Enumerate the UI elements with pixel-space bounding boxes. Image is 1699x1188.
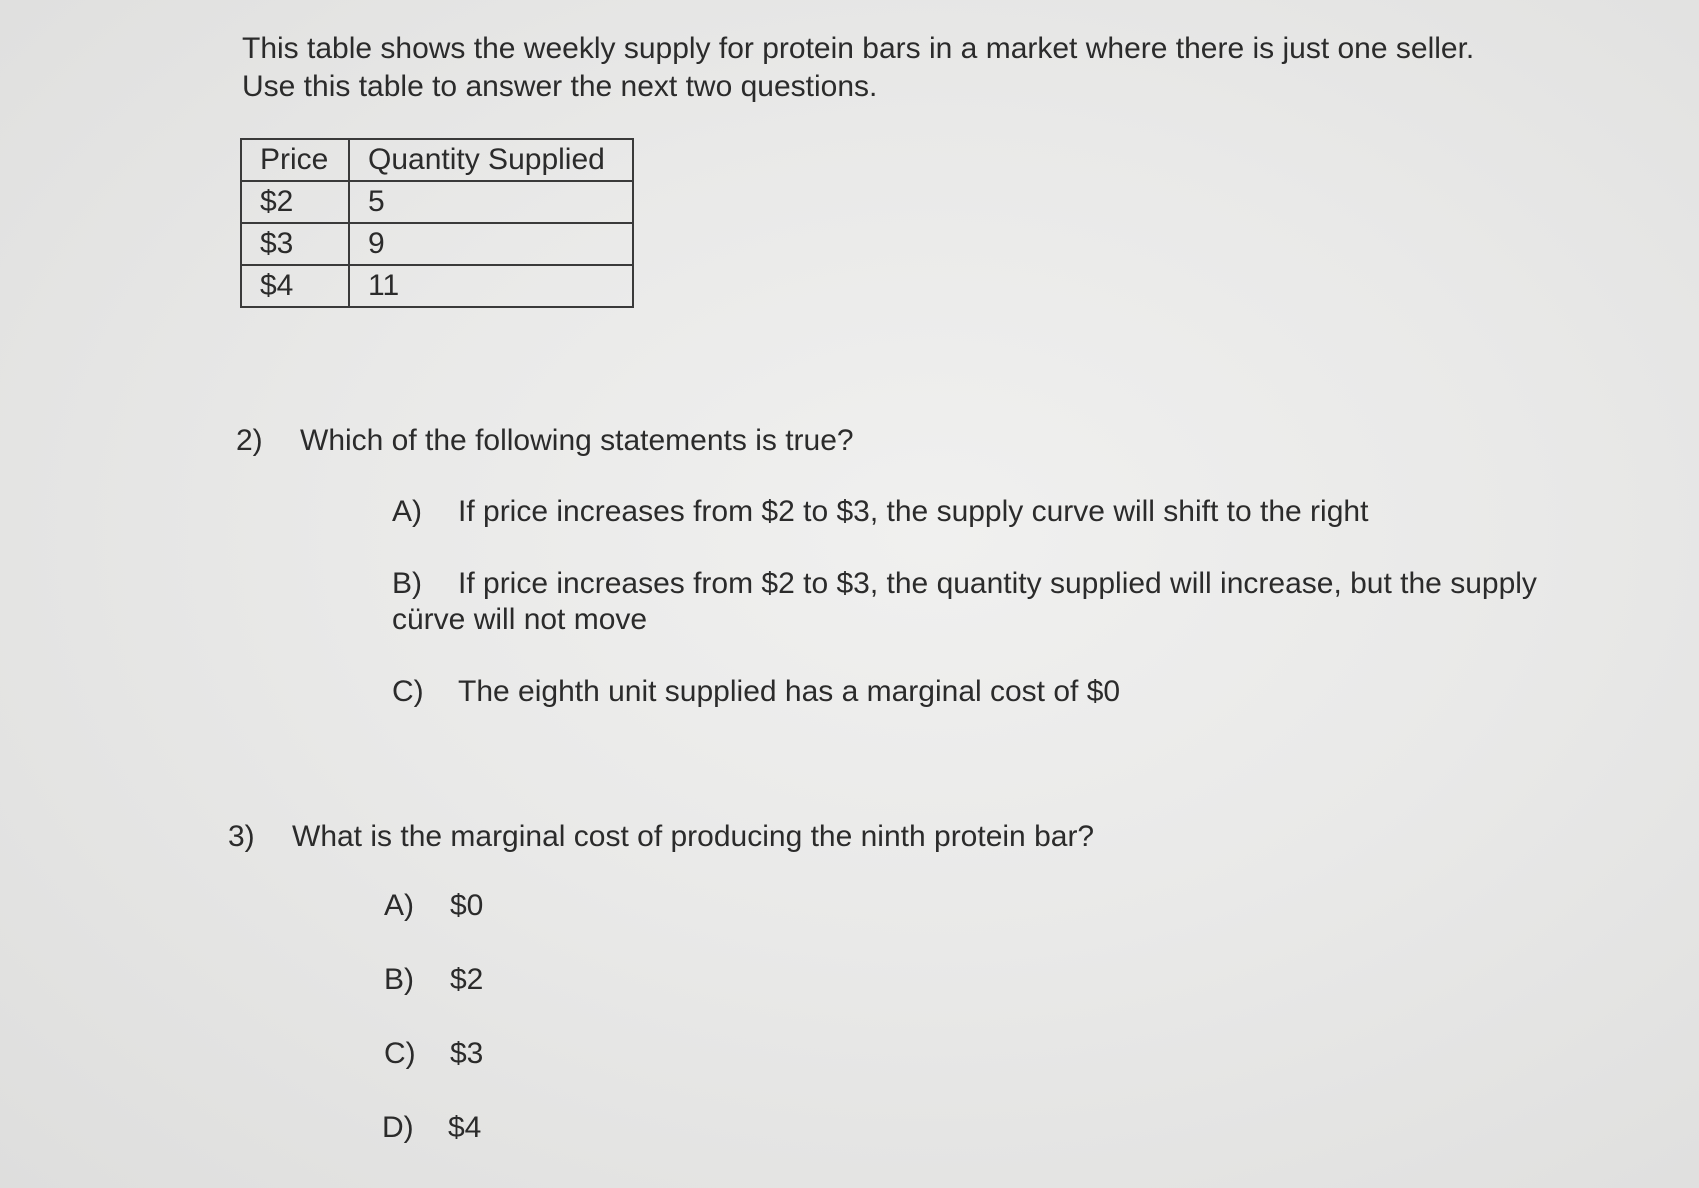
option-letter: B) bbox=[392, 567, 422, 600]
option-letter: A) bbox=[392, 495, 422, 528]
cell-quantity: 9 bbox=[349, 223, 633, 265]
question-2-text: Which of the following statements is true? bbox=[300, 424, 854, 457]
table-header-row bbox=[241, 139, 633, 181]
option-letter: B) bbox=[384, 963, 414, 996]
question-3 bbox=[228, 818, 1094, 856]
cell-price: $4 bbox=[241, 265, 349, 307]
header-quantity-supplied: Quantity Supplied bbox=[349, 139, 633, 181]
intro-text bbox=[242, 30, 1602, 106]
question-3-text: What is the marginal cost of producing the ninth protein bar? bbox=[292, 820, 1095, 853]
question-2-option-b bbox=[392, 566, 1542, 638]
question-2-option-c bbox=[392, 674, 1542, 710]
question-2 bbox=[236, 422, 854, 460]
option-text: $2 bbox=[450, 963, 484, 996]
intro-line-2: Use this table to answer the next two questions. bbox=[242, 70, 878, 103]
table-row bbox=[241, 265, 633, 307]
question-3-option-b bbox=[384, 962, 483, 998]
option-letter: D) bbox=[382, 1111, 414, 1144]
option-text: $0 bbox=[450, 889, 484, 922]
option-text: If price increases from $2 to $3, the quantity supplied will increase, but the supply cürve will not move bbox=[392, 567, 1537, 636]
cell-quantity: 5 bbox=[349, 181, 633, 223]
supply-table bbox=[240, 138, 634, 308]
cell-quantity: 11 bbox=[349, 265, 633, 307]
option-letter: C) bbox=[384, 1037, 416, 1070]
option-text: The eighth unit supplied has a marginal cost of $0 bbox=[458, 675, 1121, 708]
cell-price: $2 bbox=[241, 181, 349, 223]
question-3-number: 3) bbox=[228, 820, 255, 853]
option-letter: A) bbox=[384, 889, 414, 922]
table-row bbox=[241, 223, 633, 265]
option-letter: C) bbox=[392, 675, 424, 708]
question-2-number: 2) bbox=[236, 424, 263, 457]
option-text: If price increases from $2 to $3, the supply curve will shift to the right bbox=[458, 495, 1369, 528]
intro-line-1: This table shows the weekly supply for protein bars in a market where there is just one seller. bbox=[242, 32, 1475, 65]
cell-price: $3 bbox=[241, 223, 349, 265]
question-3-option-d bbox=[382, 1110, 481, 1146]
option-text: $3 bbox=[450, 1037, 484, 1070]
option-text: $4 bbox=[448, 1111, 482, 1144]
question-3-option-a bbox=[384, 888, 483, 924]
question-3-option-c bbox=[384, 1036, 483, 1072]
question-2-option-a bbox=[392, 494, 1542, 530]
table-row bbox=[241, 181, 633, 223]
header-price: Price bbox=[241, 139, 349, 181]
